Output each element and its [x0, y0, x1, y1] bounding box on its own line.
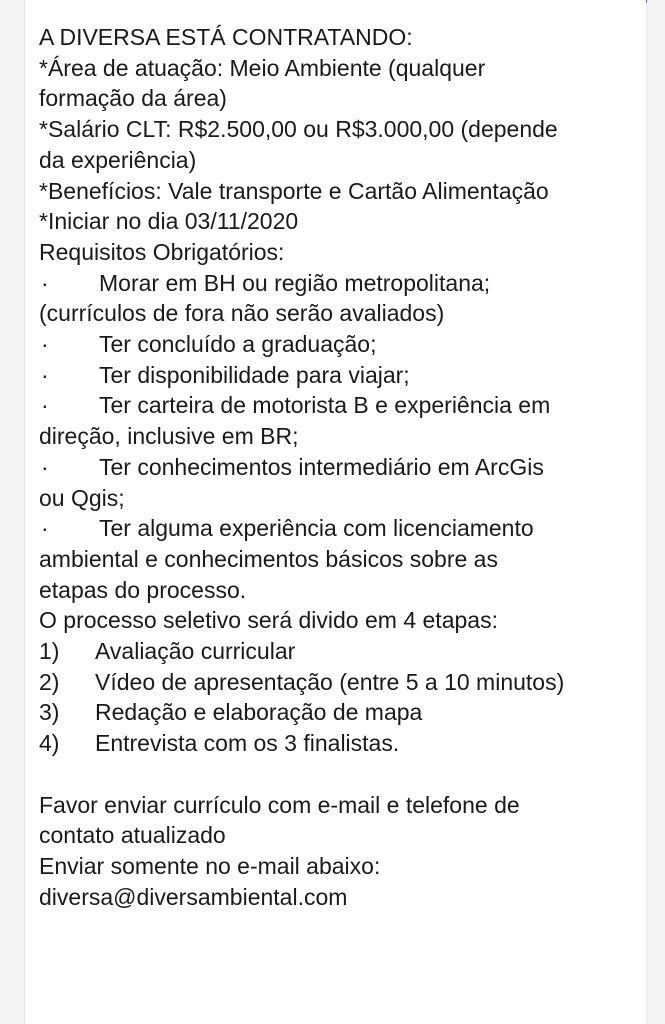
requirement-text-cont: etapas do processo. [39, 576, 247, 603]
salary-line-cont: da experiência) [39, 146, 197, 173]
requirement-text-cont: ou Qgis; [39, 484, 125, 511]
bullet: · [41, 392, 49, 419]
requirement-text: Morar em BH ou região metropolitana; [99, 269, 491, 296]
requirement-item [39, 268, 639, 299]
spacer [39, 759, 639, 790]
start-line: *Iniciar no dia 03/11/2020 [39, 208, 299, 235]
requirement-item [39, 390, 639, 421]
requirement-item [39, 513, 639, 544]
requirement-text: Ter conhecimentos intermediário em ArcGis [99, 453, 544, 480]
step-text: Vídeo de apresentação (entre 5 a 10 minutos) [95, 668, 565, 695]
step-number: 4) [39, 730, 60, 757]
process-title: O processo seletivo será divido em 4 etapas: [39, 607, 498, 634]
bullet: · [41, 331, 49, 358]
step-text: Avaliação curricular [95, 638, 296, 665]
contact-line-cont: contato atualizado [39, 822, 226, 849]
step-number: 3) [39, 699, 60, 726]
step-number: 2) [39, 668, 60, 695]
right-divider [646, 0, 647, 1024]
requirement-text: Ter alguma experiência com licenciamento [99, 515, 534, 542]
salary-line: *Salário CLT: R$2.500,00 ou R$3.000,00 (depende [39, 116, 558, 143]
requirement-text-cont: (currículos de fora não serão avaliados) [39, 300, 445, 327]
requirement-text-cont: direção, inclusive em BR; [39, 423, 299, 450]
requirement-text: Ter concluído a graduação; [99, 331, 377, 358]
bullet: · [41, 361, 49, 388]
step-number: 1) [39, 638, 60, 665]
requirements-title: Requisitos Obrigatórios: [39, 238, 285, 265]
step-text: Redação e elaboração de mapa [95, 699, 423, 726]
contact-line: Favor enviar currículo com e-mail e telefone de [39, 791, 520, 818]
process-step [39, 728, 639, 759]
requirement-item [39, 452, 639, 483]
process-step [39, 667, 639, 698]
requirement-text: Ter carteira de motorista B e experiência em [99, 392, 551, 419]
process-step [39, 697, 639, 728]
requirement-text-cont: ambiental e conhecimentos básicos sobre as [39, 545, 498, 572]
bullet: · [41, 515, 49, 542]
email-address[interactable]: diversa@diversambiental.com [39, 883, 348, 910]
area-line-cont: formação da área) [39, 85, 227, 112]
requirement-item [39, 360, 639, 391]
email-instruction: Enviar somente no e-mail abaixo: [39, 852, 381, 879]
requirement-text: Ter disponibilidade para viajar; [99, 361, 410, 388]
message-card [25, 0, 646, 1024]
post-title: A DIVERSA ESTÁ CONTRATANDO: [39, 24, 413, 50]
requirement-item [39, 329, 639, 360]
bullet: · [41, 453, 49, 480]
benefits-line: *Benefícios: Vale transporte e Cartão Alimentação [39, 177, 549, 204]
process-step [39, 636, 639, 667]
step-text: Entrevista com os 3 finalistas. [95, 730, 400, 757]
bullet: · [41, 269, 49, 296]
area-line: *Área de atuação: Meio Ambiente (qualquer [39, 54, 486, 81]
message-body [39, 22, 639, 912]
